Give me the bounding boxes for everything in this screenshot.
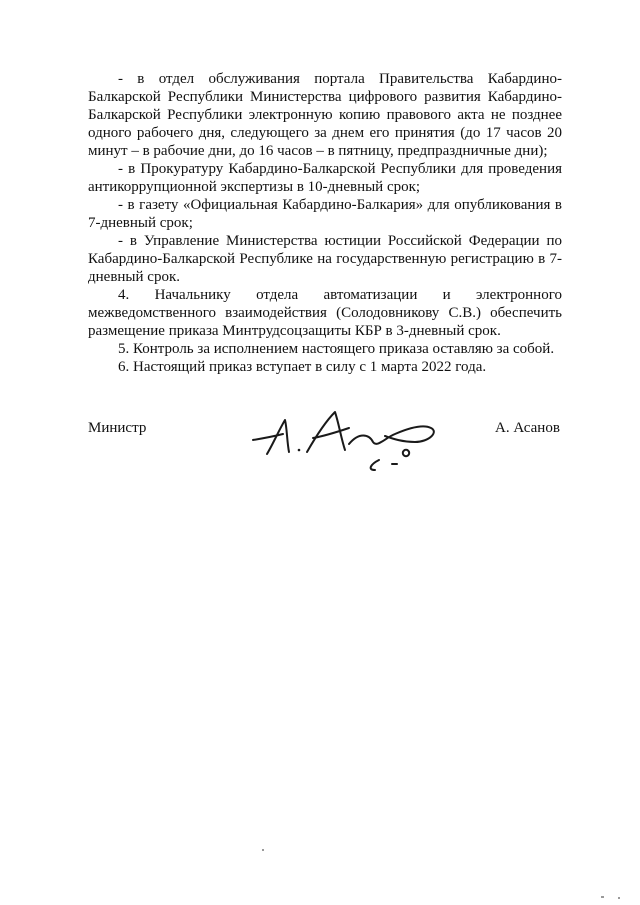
- paragraph-item-5: 5. Контроль за исполнением настоящего приказа оставляю за собой.: [118, 341, 555, 357]
- scan-speck: [601, 896, 604, 898]
- signer-name: А. Асанов: [495, 420, 560, 436]
- paragraph-portal-department: - в отдел обслуживания портала Правительства Кабардино-Балкарской Республики Министерства цифрового развития Кабардино-Балкарской Республики электронную копию правового акта не позднее одного рабочего дня, следующего за днем его принятия (до 17 часов 20 минут – в рабочие дни, до 16 часов – в пятницу, предпраздничные дни);: [88, 71, 562, 159]
- paragraph-item-6: 6. Настоящий приказ вступает в силу с 1 марта 2022 года.: [118, 359, 487, 375]
- paragraph-justice-ministry: - в Управление Министерства юстиции Российской Федерации по Кабардино-Балкарской Республике на государственную регистрацию в 7-дневный срок.: [88, 233, 562, 285]
- scan-speck: [618, 897, 620, 899]
- scan-speck: [262, 849, 264, 851]
- handwritten-signature: [245, 398, 455, 478]
- document-body: [88, 70, 562, 376]
- paragraph-prosecutor: - в Прокуратуру Кабардино-Балкарской Республики для проведения антикоррупционной экспертизы в 10-дневный срок;: [88, 161, 562, 195]
- paragraph-newspaper: - в газету «Официальная Кабардино-Балкария» для опубликования в 7-дневный срок;: [88, 197, 562, 231]
- paragraph-item-4: 4. Начальнику отдела автоматизации и электронного межведомственного взаимодействия (Солодовникову С.В.) обеспечить размещение приказа Минтрудсоцзащиты КБР в 3-дневный срок.: [88, 287, 562, 339]
- position-title: Министр: [88, 420, 147, 436]
